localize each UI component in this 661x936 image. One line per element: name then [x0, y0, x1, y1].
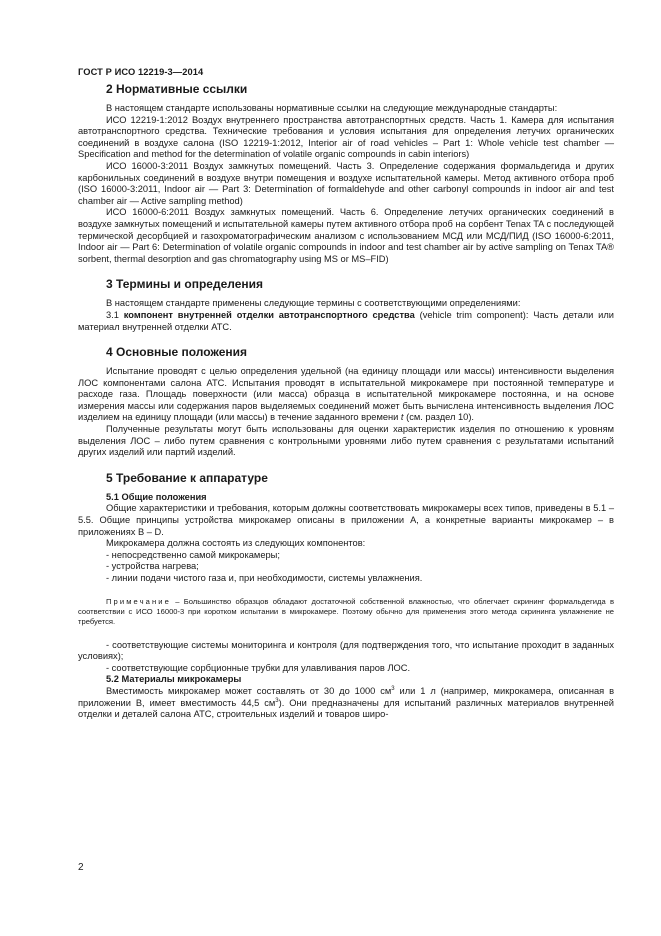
section-4-paragraph-1-text: Испытание проводят с целью определения удельной (на единицу площади или массы) интенсивности выделения ЛОС компонентами салона АТС. Испытания проводят в испытательной микрокамере при постоянной температуре и расходе газа. Площадь поверхности (или масса) образца в испытательной микрокамере постоянна, и на основе измерения массы или содержания паров выделяемых соединений может быть вычислена интенсивность выделения ЛОС изделием на единицу площади (или массы) в течение заданного времени	[78, 366, 614, 423]
list-item: - соответствующие системы мониторинга и контроля (для подтверждения того, что испытание проходит в заданных условиях);	[78, 639, 614, 662]
time-variable: t	[400, 412, 404, 423]
section-4-paragraph-2: Полученные результаты могут быть использованы для оценки характеристик изделия по отношению к уровням выделения ЛОС – либо путем сравнения с контрольными уровнями либо путем сравнения с результатами испытаний других изделий или партий изделий.	[78, 424, 614, 458]
note-text: – Большинство образцов обладают достаточной собственной влажностью, что облегчает скрининг формальдегида в соответствии с ИСО 16000-3 при коротком испытании в микрокамере. Поэтому обычно для применения этого метода скрининга увлажнение не требуется.	[78, 596, 614, 626]
reference-iso-16000-6: ИСО 16000-6:2011 Воздух замкнутых помещений. Часть 6. Определение летучих органических соединений в воздухе замкнутых помещений и испытательной камеры путем активного отбора проб на сорбент Tenax TA с последующей термической десорбцией и газохроматографическим анализом с использованием МСД или МСД/ПИД (ISO 16000-6:2011, Indoor air — Part 6: Determination of volatile organic compounds in indoor and test chamber air by active sampling on Tenax TA® sorbent, thermal desorption and gas chromatography using MS or MS–FID)	[78, 207, 614, 264]
term-name: компонент внутренней отделки автотранспортного средства	[123, 309, 415, 320]
reference-iso-12219-1: ИСО 12219-1:2012 Воздух внутреннего пространства автотранспортных средств. Часть 1. Камера для испытания автотранспортного средства. Технические требования и условия испытания для определения летучих органических соединений в воздухе салона (ISO 12219-1:2012, Interior air of road vehicles – Part 1: Whole vehicle test chamber — Specification and method for the determination of volatile organic compounds in cabin interiors)	[78, 114, 614, 160]
subsection-5-1-heading: 5.1 Общие положения	[106, 491, 207, 502]
subsection-5-1-paragraph-2: Микрокамера должна состоять из следующих компонентов:	[106, 538, 366, 549]
note	[78, 597, 614, 627]
subsection-5-2-heading: 5.2 Материалы микрокамеры	[106, 674, 242, 685]
list-item: - соответствующие сорбционные трубки для улавливания паров ЛОС.	[106, 662, 411, 673]
term-definition	[78, 310, 614, 333]
list-item: - линии подачи чистого газа и, при необходимости, системы увлажнения.	[106, 573, 423, 583]
section-2-heading: 2 Нормативные ссылки	[106, 82, 248, 96]
reference-iso-16000-3: ИСО 16000-3:2011 Воздух замкнутых помещений. Часть 3. Определение содержания формальдегида и других карбонильных соединений в воздухе внутри помещения и воздухе испытательной камеры. Метод активного отбора проб (ISO 16000-3:2011, Indoor air — Part 3: Determination of formaldehyde and other carbonyl compounds in indoor air and test chamber air — Active sampling method)	[78, 160, 614, 206]
list-item: - устройства нагрева;	[106, 561, 199, 572]
term-number: 3.1	[106, 309, 119, 320]
subsection-5-2-paragraph	[78, 686, 614, 721]
section-3-heading: 3 Термины и определения	[106, 277, 264, 292]
note-label: Примечание	[106, 596, 171, 606]
superscript-3: 3	[391, 685, 395, 692]
term-description: (vehicle trim component): Часть детали или материал внутренней отделки АТС.	[78, 309, 614, 332]
document-code-header: ГОСТ Р ИСО 12219-3—2014	[78, 67, 204, 77]
superscript-3: 3	[275, 697, 279, 704]
page-content	[78, 82, 614, 721]
section-4-paragraph-1-tail: (см. раздел 10).	[403, 412, 475, 423]
section-3-intro: В настоящем стандарте применены следующие термины с соответствующими определениями:	[106, 298, 521, 309]
section-4-paragraph-1	[78, 366, 614, 424]
section-5-heading: 5 Требование к аппаратуре	[106, 470, 268, 485]
subsection-5-1-paragraph-1: Общие характеристики и требования, которым должны соответствовать микрокамеры всех типов, приведены в 5.1 – 5.5. Общие принципы устройства микрокамер описаны в приложении А, а конкретные варианты микрокамер – в приложениях B – D.	[78, 503, 614, 537]
section-4-heading: 4 Основные положения	[106, 345, 248, 360]
sub2-text-c: ). Они предназначены для испытаний различных материалов внутренней отделки и деталей салона АТС, строительных изделий и товаров широ-	[78, 697, 614, 720]
sub2-text-b: или 1 л (например, микрокамера, описанная в приложении B, имеет вместимость 44,5 см	[78, 685, 615, 708]
section-2-intro: В настоящем стандарте использованы нормативные ссылки на следующие международные стандарты:	[106, 103, 558, 113]
list-item: - непосредственно самой микрокамеры;	[106, 549, 280, 560]
page-number: 2	[78, 862, 84, 873]
sub2-text-a: Вместимость микрокамер может составлять от 30 до 1000 см	[106, 685, 392, 696]
